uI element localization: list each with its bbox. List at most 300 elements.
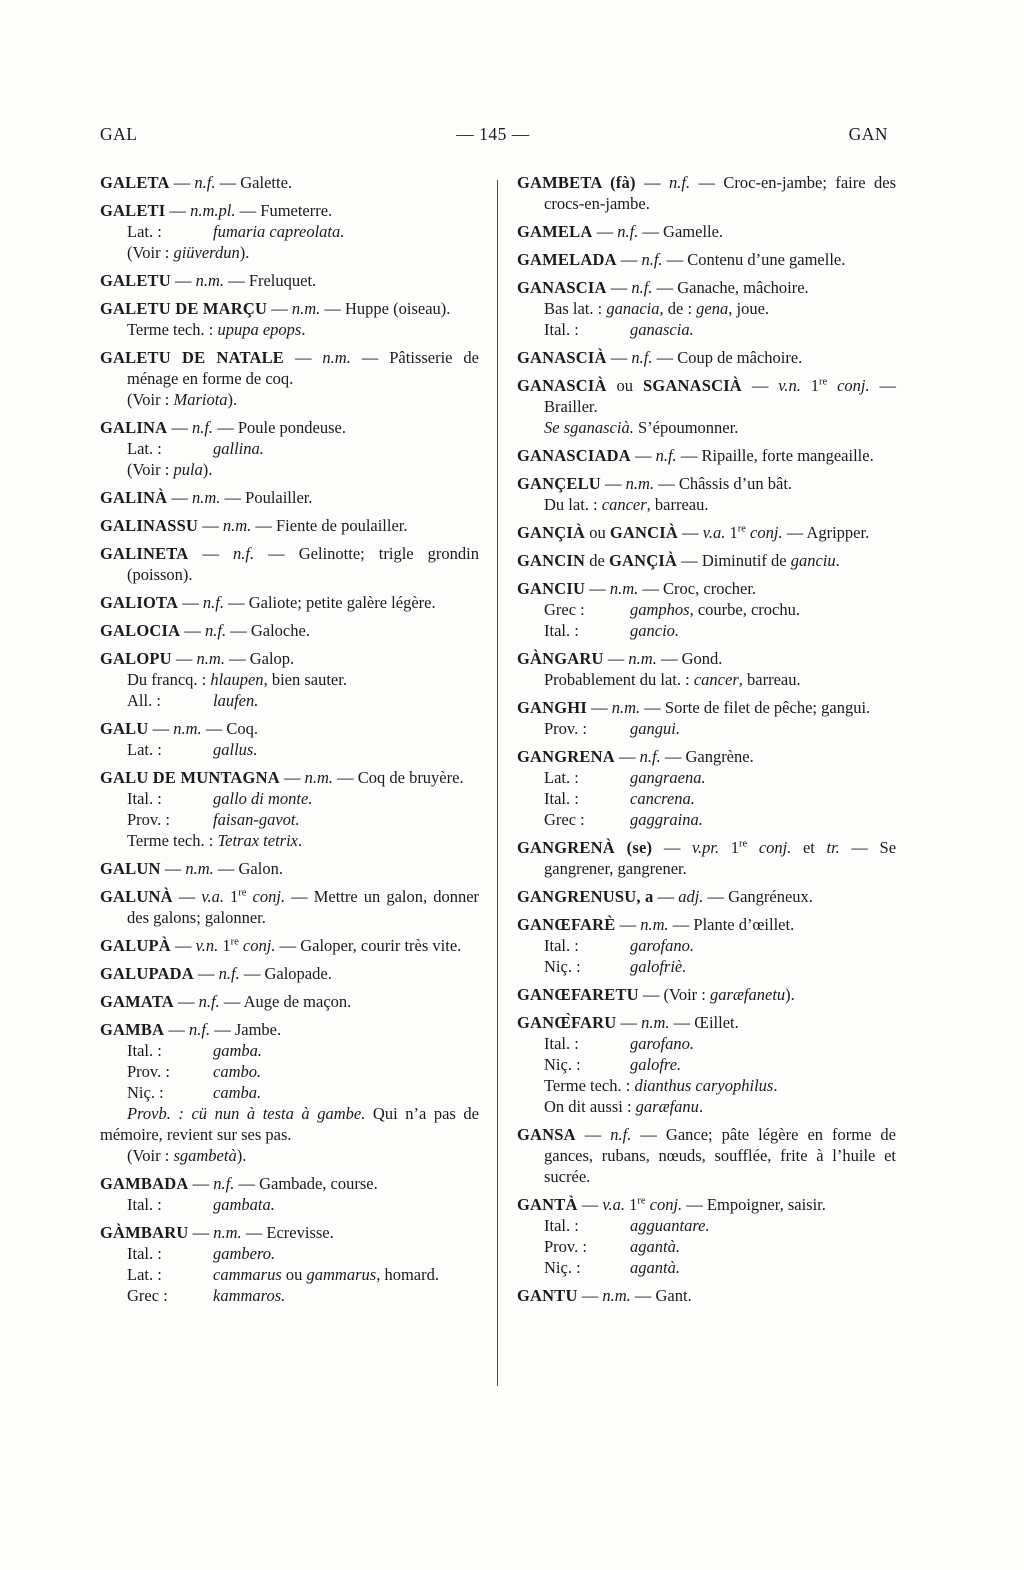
italic-text-segment: cambo. <box>213 1062 262 1081</box>
text-segment: — Gamelle. <box>638 222 724 241</box>
entry-headline <box>517 473 896 494</box>
headword: GALETI <box>100 201 166 220</box>
dictionary-entry <box>517 1124 896 1187</box>
italic-text-segment: n.f. <box>191 418 214 437</box>
text-segment: — Galop. <box>224 649 295 668</box>
headword: GALINETA <box>100 544 189 563</box>
italic-text-segment: galofriè. <box>630 957 687 976</box>
text-segment: — Gambade, course. <box>234 1174 378 1193</box>
italic-text-segment: v.a. <box>702 523 726 542</box>
language-label: Ital. : <box>544 1216 579 1235</box>
language-label: Prov. : <box>127 810 170 829</box>
text-segment: , joue. <box>728 299 770 318</box>
language-label: All. : <box>127 691 161 710</box>
language-label: Prov. : <box>544 1237 587 1256</box>
dictionary-entry <box>100 592 479 613</box>
italic-text-segment: v.a. <box>602 1195 625 1214</box>
text-segment: — Se gangrener, gangrener. <box>544 838 897 878</box>
dictionary-entry <box>517 1012 896 1117</box>
dictionary-entry <box>517 221 896 242</box>
italic-text-segment: n.f. <box>631 278 653 297</box>
text-segment: ou <box>606 376 643 395</box>
dictionary-entry <box>517 578 896 641</box>
text-segment: — Gance; pâte légère en forme de gances, rubans, nœuds, soufflée, frite à l’huile et sucrée. <box>544 1125 897 1186</box>
entry-headline <box>100 1173 479 1194</box>
headword: GALETU <box>100 271 171 290</box>
headword: GALOCIA <box>100 621 181 640</box>
text-segment: . <box>698 1097 704 1116</box>
language-label: Lat. : <box>127 439 162 458</box>
text-segment: — Poule pondeuse. <box>213 418 346 437</box>
dictionary-entry <box>517 550 896 571</box>
text-segment: re <box>238 887 247 899</box>
etymology-line <box>127 809 479 830</box>
headword: SGANASCIÀ <box>642 376 742 395</box>
headword: GAMBA <box>100 1020 165 1039</box>
dictionary-entry <box>100 718 479 760</box>
text-segment: — Sorte de filet de pêche; gangui. <box>640 698 871 717</box>
text-segment: — Coq. <box>201 719 259 738</box>
text-segment: 1 <box>218 936 231 955</box>
text-segment: — Poulailler. <box>220 488 313 507</box>
dictionary-entry <box>517 1194 896 1278</box>
text-segment: re <box>739 838 748 850</box>
headword: GAMELADA <box>517 250 617 269</box>
headword: GAMELA <box>517 222 593 241</box>
entry-headline <box>517 886 896 907</box>
headword: GÀNGARU <box>517 649 604 668</box>
italic-text-segment: gangraena. <box>630 768 706 787</box>
running-head-right-word: GAN <box>848 124 888 144</box>
etymology-line <box>127 788 479 809</box>
dictionary-entry <box>100 417 479 480</box>
text-segment: ). <box>785 985 795 1004</box>
dictionary-entry <box>100 1222 479 1306</box>
text-segment: On dit aussi : <box>544 1097 636 1116</box>
italic-text-segment: cancer <box>601 495 647 514</box>
italic-text-segment: gancio. <box>630 621 680 640</box>
entry-headline <box>517 1012 896 1033</box>
text-segment: — <box>173 992 199 1011</box>
text-segment: — <box>267 299 292 318</box>
dictionary-entry <box>517 473 896 515</box>
dictionary-entry <box>517 375 896 438</box>
text-segment: — Coq de bruyère. <box>332 768 464 787</box>
entry-note-line <box>544 1075 896 1096</box>
language-label: Ital. : <box>544 621 579 640</box>
etymology-line <box>544 1236 896 1257</box>
entry-headline <box>517 550 896 571</box>
dictionary-entry <box>100 935 479 956</box>
dictionary-entry <box>100 991 479 1012</box>
dictionary-entry <box>100 963 479 984</box>
text-segment: — Ecrevisse. <box>241 1223 334 1242</box>
text-segment: — <box>172 887 202 906</box>
entry-headline <box>100 270 479 291</box>
text-segment: — <box>167 418 192 437</box>
text-segment: 1 <box>800 376 820 395</box>
headword: GANCIÀ <box>609 523 678 542</box>
italic-text-segment: n.m. <box>609 579 639 598</box>
entry-note-line <box>544 298 896 319</box>
italic-text-segment: conj. <box>252 887 286 906</box>
text-segment <box>747 838 759 857</box>
text-segment: , barreau. <box>738 670 801 689</box>
running-head-left-word: GAL <box>100 124 138 144</box>
text-segment: — Galon. <box>213 859 283 878</box>
text-segment: Du francq. : <box>127 670 211 689</box>
italic-text-segment: conj. <box>758 838 792 857</box>
language-label: Ital. : <box>127 789 162 808</box>
italic-text-segment: n.m. <box>291 299 321 318</box>
etymology-line <box>127 690 479 711</box>
italic-text-segment: hlaupen <box>210 670 264 689</box>
text-segment: — <box>586 698 612 717</box>
dictionary-entry <box>517 648 896 690</box>
text-segment: — Galiote; petite galère légère. <box>223 593 436 612</box>
text-segment: (Voir : <box>127 390 174 409</box>
text-segment: — <box>592 222 618 241</box>
left-column <box>100 172 479 1306</box>
italic-text-segment: tr. <box>826 838 840 857</box>
italic-text-segment: n.m. <box>602 1286 631 1305</box>
italic-text-segment: galofre. <box>630 1055 682 1074</box>
italic-text-segment: Provb. : cü nun à testa à gambe. <box>127 1104 366 1123</box>
etymology-line <box>544 1033 896 1054</box>
text-segment: — <box>577 1286 603 1305</box>
dictionary-entry <box>100 487 479 508</box>
italic-text-segment: n.m. <box>322 348 351 367</box>
text-segment: — <box>284 348 323 367</box>
headword: GALINASSU <box>100 516 199 535</box>
italic-text-segment: n.f. <box>194 173 216 192</box>
language-label: Ital. : <box>127 1244 162 1263</box>
headword: GANŒ̀FARU <box>517 1013 617 1032</box>
italic-text-segment: cammarus <box>213 1265 282 1284</box>
language-label: Ital. : <box>544 789 579 808</box>
etymology-line <box>544 809 896 830</box>
etymology-line <box>544 935 896 956</box>
italic-text-segment: v.pr. <box>691 838 720 857</box>
text-segment: de <box>585 551 609 570</box>
text-segment: — <box>600 474 626 493</box>
text-segment: 1 <box>725 523 738 542</box>
text-segment: ou <box>281 1265 307 1284</box>
etymology-line <box>127 1264 479 1285</box>
text-segment: , de : <box>659 299 697 318</box>
dictionary-entry <box>100 648 479 711</box>
entry-note-line <box>127 669 479 690</box>
page-number: — 145 — <box>456 124 530 144</box>
text-segment: — Huppe (oiseau). <box>320 299 451 318</box>
entry-note-line <box>544 494 896 515</box>
etymology-line <box>127 1040 479 1061</box>
text-segment: — Ripaille, forte mangeaille. <box>676 446 874 465</box>
text-segment: — <box>160 859 186 878</box>
italic-text-segment: n.m. <box>213 1223 242 1242</box>
text-segment: — <box>170 936 196 955</box>
italic-text-segment: n.f. <box>218 964 240 983</box>
headword: GANÇELU <box>517 474 601 493</box>
text-segment: 1 <box>223 887 239 906</box>
etymology-line <box>544 718 896 739</box>
text-segment: — <box>169 173 195 192</box>
headword: GANASCIADA <box>517 446 631 465</box>
text-segment: (Voir : <box>127 243 174 262</box>
text-segment: re <box>737 523 746 535</box>
headword: GALETU DE MARÇU <box>100 299 268 318</box>
headword: GANGRENUSU, a <box>517 887 654 906</box>
dictionary-entry <box>100 620 479 641</box>
italic-text-segment: gambata. <box>213 1195 275 1214</box>
italic-text-segment: gaggraina. <box>630 810 703 829</box>
headword: GALUNÀ <box>100 887 173 906</box>
italic-text-segment: fumaria capreolata. <box>213 222 345 241</box>
entry-headline <box>517 648 896 669</box>
etymology-line <box>127 1285 479 1306</box>
italic-text-segment: conj. <box>750 523 783 542</box>
italic-text-segment: n.m. <box>628 649 657 668</box>
entry-headline <box>517 249 896 270</box>
entry-headline <box>517 445 896 466</box>
dictionary-entry <box>100 270 479 291</box>
italic-text-segment: v.a. <box>201 887 224 906</box>
headword: GALIOTA <box>100 593 179 612</box>
text-segment: — Croc-en-jambe; faire des crocs-en-jambe. <box>544 173 896 213</box>
headword: GANTU <box>517 1286 578 1305</box>
language-label: Grec : <box>127 1286 168 1305</box>
headword: GALOPU <box>100 649 172 668</box>
italic-text-segment: Tetrax tetrix <box>217 831 298 850</box>
language-label: Ital. : <box>544 1034 579 1053</box>
entry-headline <box>517 221 896 242</box>
text-segment: — <box>678 523 703 542</box>
text-segment: — <box>198 516 223 535</box>
dictionary-entry <box>517 445 896 466</box>
text-segment: — Empoigner, saisir. <box>682 1195 826 1214</box>
language-label: Lat. : <box>127 1265 162 1284</box>
language-label: Niç. : <box>544 1258 581 1277</box>
entry-headline <box>517 578 896 599</box>
text-segment: re <box>230 936 239 948</box>
headword: GANASCIÀ <box>517 348 607 367</box>
etymology-line <box>127 1194 479 1215</box>
dictionary-entry <box>100 858 479 879</box>
entry-headline <box>100 347 479 389</box>
text-segment: — <box>188 1223 214 1242</box>
entry-headline <box>100 718 479 739</box>
text-segment: (Voir : <box>127 460 174 479</box>
entry-headline <box>100 991 479 1012</box>
italic-text-segment: n.m. <box>196 649 225 668</box>
headword: GANÇIÀ <box>608 551 678 570</box>
italic-text-segment: n.m. <box>611 698 641 717</box>
entry-headline <box>517 746 896 767</box>
entry-note-line <box>127 389 479 410</box>
language-label: Grec : <box>544 600 585 619</box>
entry-headline <box>517 1194 896 1215</box>
etymology-line <box>544 1054 896 1075</box>
language-label: Ital. : <box>127 1041 162 1060</box>
text-segment: Bas lat. : <box>544 299 607 318</box>
italic-text-segment: n.f. <box>189 1020 211 1039</box>
text-segment: Qui n’a pas de mémoire, revient sur ses pas. <box>100 1104 479 1144</box>
text-segment: — <box>741 376 779 395</box>
text-segment: Du lat. : <box>544 495 602 514</box>
text-segment: — Galopade. <box>239 964 332 983</box>
dictionary-entry <box>100 1019 479 1166</box>
text-segment: Terme tech. : <box>127 320 218 339</box>
etymology-line <box>544 788 896 809</box>
headword: GANTÀ <box>517 1195 578 1214</box>
language-label: Niç. : <box>127 1083 164 1102</box>
text-segment: — Gond. <box>656 649 723 668</box>
text-segment: . <box>835 551 840 570</box>
text-segment: S’époumonner. <box>633 418 739 437</box>
language-label: Lat. : <box>127 740 162 759</box>
headword: GANCIN <box>517 551 586 570</box>
italic-text-segment: n.m. <box>195 271 225 290</box>
language-label: Niç. : <box>544 1055 581 1074</box>
text-segment: ). <box>236 1146 247 1165</box>
italic-text-segment: n.f. <box>213 1174 235 1193</box>
italic-text-segment: n.m. <box>640 915 669 934</box>
entry-headline <box>100 620 479 641</box>
italic-text-segment: v.n. <box>778 376 801 395</box>
italic-text-segment: garofano. <box>630 936 695 955</box>
text-segment: — <box>615 915 641 934</box>
italic-text-segment: n.f. <box>205 621 227 640</box>
text-segment: — Gant. <box>630 1286 692 1305</box>
entry-headline <box>100 648 479 669</box>
text-segment: — Croc, crocher. <box>638 579 757 598</box>
text-segment: — <box>616 250 642 269</box>
etymology-line <box>544 319 896 340</box>
italic-text-segment: n.m. <box>191 488 221 507</box>
entry-headline <box>100 858 479 879</box>
italic-text-segment: ganacia <box>606 299 660 318</box>
dictionary-entry <box>517 746 896 830</box>
entry-headline <box>100 963 479 984</box>
text-segment: — <box>616 1013 642 1032</box>
text-segment: re <box>819 376 828 388</box>
italic-text-segment: n.m. <box>304 768 333 787</box>
italic-text-segment: n.m. <box>641 1013 670 1032</box>
entry-headline <box>100 172 479 193</box>
headword: GANGRENÀ (se) <box>517 838 653 857</box>
text-segment: , homard. <box>376 1265 439 1284</box>
entry-headline <box>517 984 896 1005</box>
entry-note-line <box>100 1103 479 1145</box>
text-segment: — Diminutif de <box>677 551 791 570</box>
italic-text-segment: ganascia. <box>630 320 694 339</box>
italic-text-segment: upupa epops <box>217 320 302 339</box>
etymology-line <box>544 599 896 620</box>
entry-headline <box>100 935 479 956</box>
entry-headline <box>517 697 896 718</box>
entry-headline <box>517 277 896 298</box>
text-segment: ou <box>585 523 610 542</box>
entry-headline <box>100 543 479 585</box>
italic-text-segment: n.m.pl. <box>190 201 236 220</box>
italic-text-segment: conj. <box>242 936 276 955</box>
text-segment: — <box>188 544 234 563</box>
etymology-line <box>127 438 479 459</box>
headword: GANASCIA <box>517 278 607 297</box>
headword: GALUPADA <box>100 964 194 983</box>
dictionary-entry <box>100 767 479 851</box>
headword: GAMBETA (fà) <box>517 173 636 192</box>
headword: GANGHI <box>517 698 587 717</box>
text-segment: — Jambe. <box>210 1020 282 1039</box>
text-segment: — Mettre un galon, donner des galons; galonner. <box>127 887 480 927</box>
right-column <box>517 172 896 1306</box>
etymology-line <box>544 620 896 641</box>
language-label: Lat. : <box>127 222 162 241</box>
etymology-line <box>544 767 896 788</box>
headword: GAMATA <box>100 992 174 1011</box>
dictionary-entry <box>100 347 479 410</box>
italic-text-segment: n.m. <box>222 516 252 535</box>
entry-headline <box>517 522 896 543</box>
language-label: Lat. : <box>544 768 579 787</box>
text-segment: — <box>180 621 205 640</box>
text-segment: — Galette. <box>215 173 293 192</box>
entry-headline <box>100 417 479 438</box>
text-segment: — <box>170 271 196 290</box>
dictionary-entry <box>517 522 896 543</box>
headword: GALINÀ <box>100 488 168 507</box>
text-segment: — Freluquet. <box>224 271 317 290</box>
text-segment: — Brailler. <box>544 376 897 416</box>
italic-text-segment: sgambetà <box>173 1146 237 1165</box>
dictionary-entry <box>100 543 479 585</box>
entry-headline <box>517 1124 897 1187</box>
text-segment: — <box>603 649 629 668</box>
italic-text-segment: gallus. <box>213 740 258 759</box>
text-segment <box>827 376 837 395</box>
text-segment: (Voir : <box>127 1146 174 1165</box>
headword: GANŒFARÈ <box>517 915 616 934</box>
italic-text-segment: dianthus caryophilus <box>634 1076 774 1095</box>
italic-text-segment: cancrena. <box>630 789 695 808</box>
italic-text-segment: adj. <box>678 887 704 906</box>
text-segment: — Ganache, mâchoire. <box>652 278 809 297</box>
entry-headline <box>517 1285 896 1306</box>
text-segment: — Châssis d’un bât. <box>654 474 793 493</box>
text-segment: 1 <box>624 1195 638 1214</box>
italic-text-segment: agguantare. <box>630 1216 710 1235</box>
italic-text-segment: gallina. <box>213 439 264 458</box>
italic-text-segment: gangui. <box>630 719 680 738</box>
headword: GALUN <box>100 859 161 878</box>
dictionary-entry <box>100 200 479 263</box>
entry-note-line <box>544 1096 896 1117</box>
entry-headline <box>517 914 896 935</box>
entry-headline <box>100 886 480 928</box>
italic-text-segment: ganciu <box>790 551 836 570</box>
language-label: Prov. : <box>544 719 587 738</box>
italic-text-segment: giüverdun <box>173 243 240 262</box>
language-label: Ital. : <box>544 936 579 955</box>
language-label: Niç. : <box>544 957 581 976</box>
italic-text-segment: n.f. <box>631 348 653 367</box>
dictionary-entry <box>100 172 479 193</box>
text-segment: , courbe, crochu. <box>689 600 801 619</box>
italic-text-segment: n.m. <box>185 859 214 878</box>
italic-text-segment: garofano. <box>630 1034 695 1053</box>
dictionary-entry <box>100 298 479 340</box>
